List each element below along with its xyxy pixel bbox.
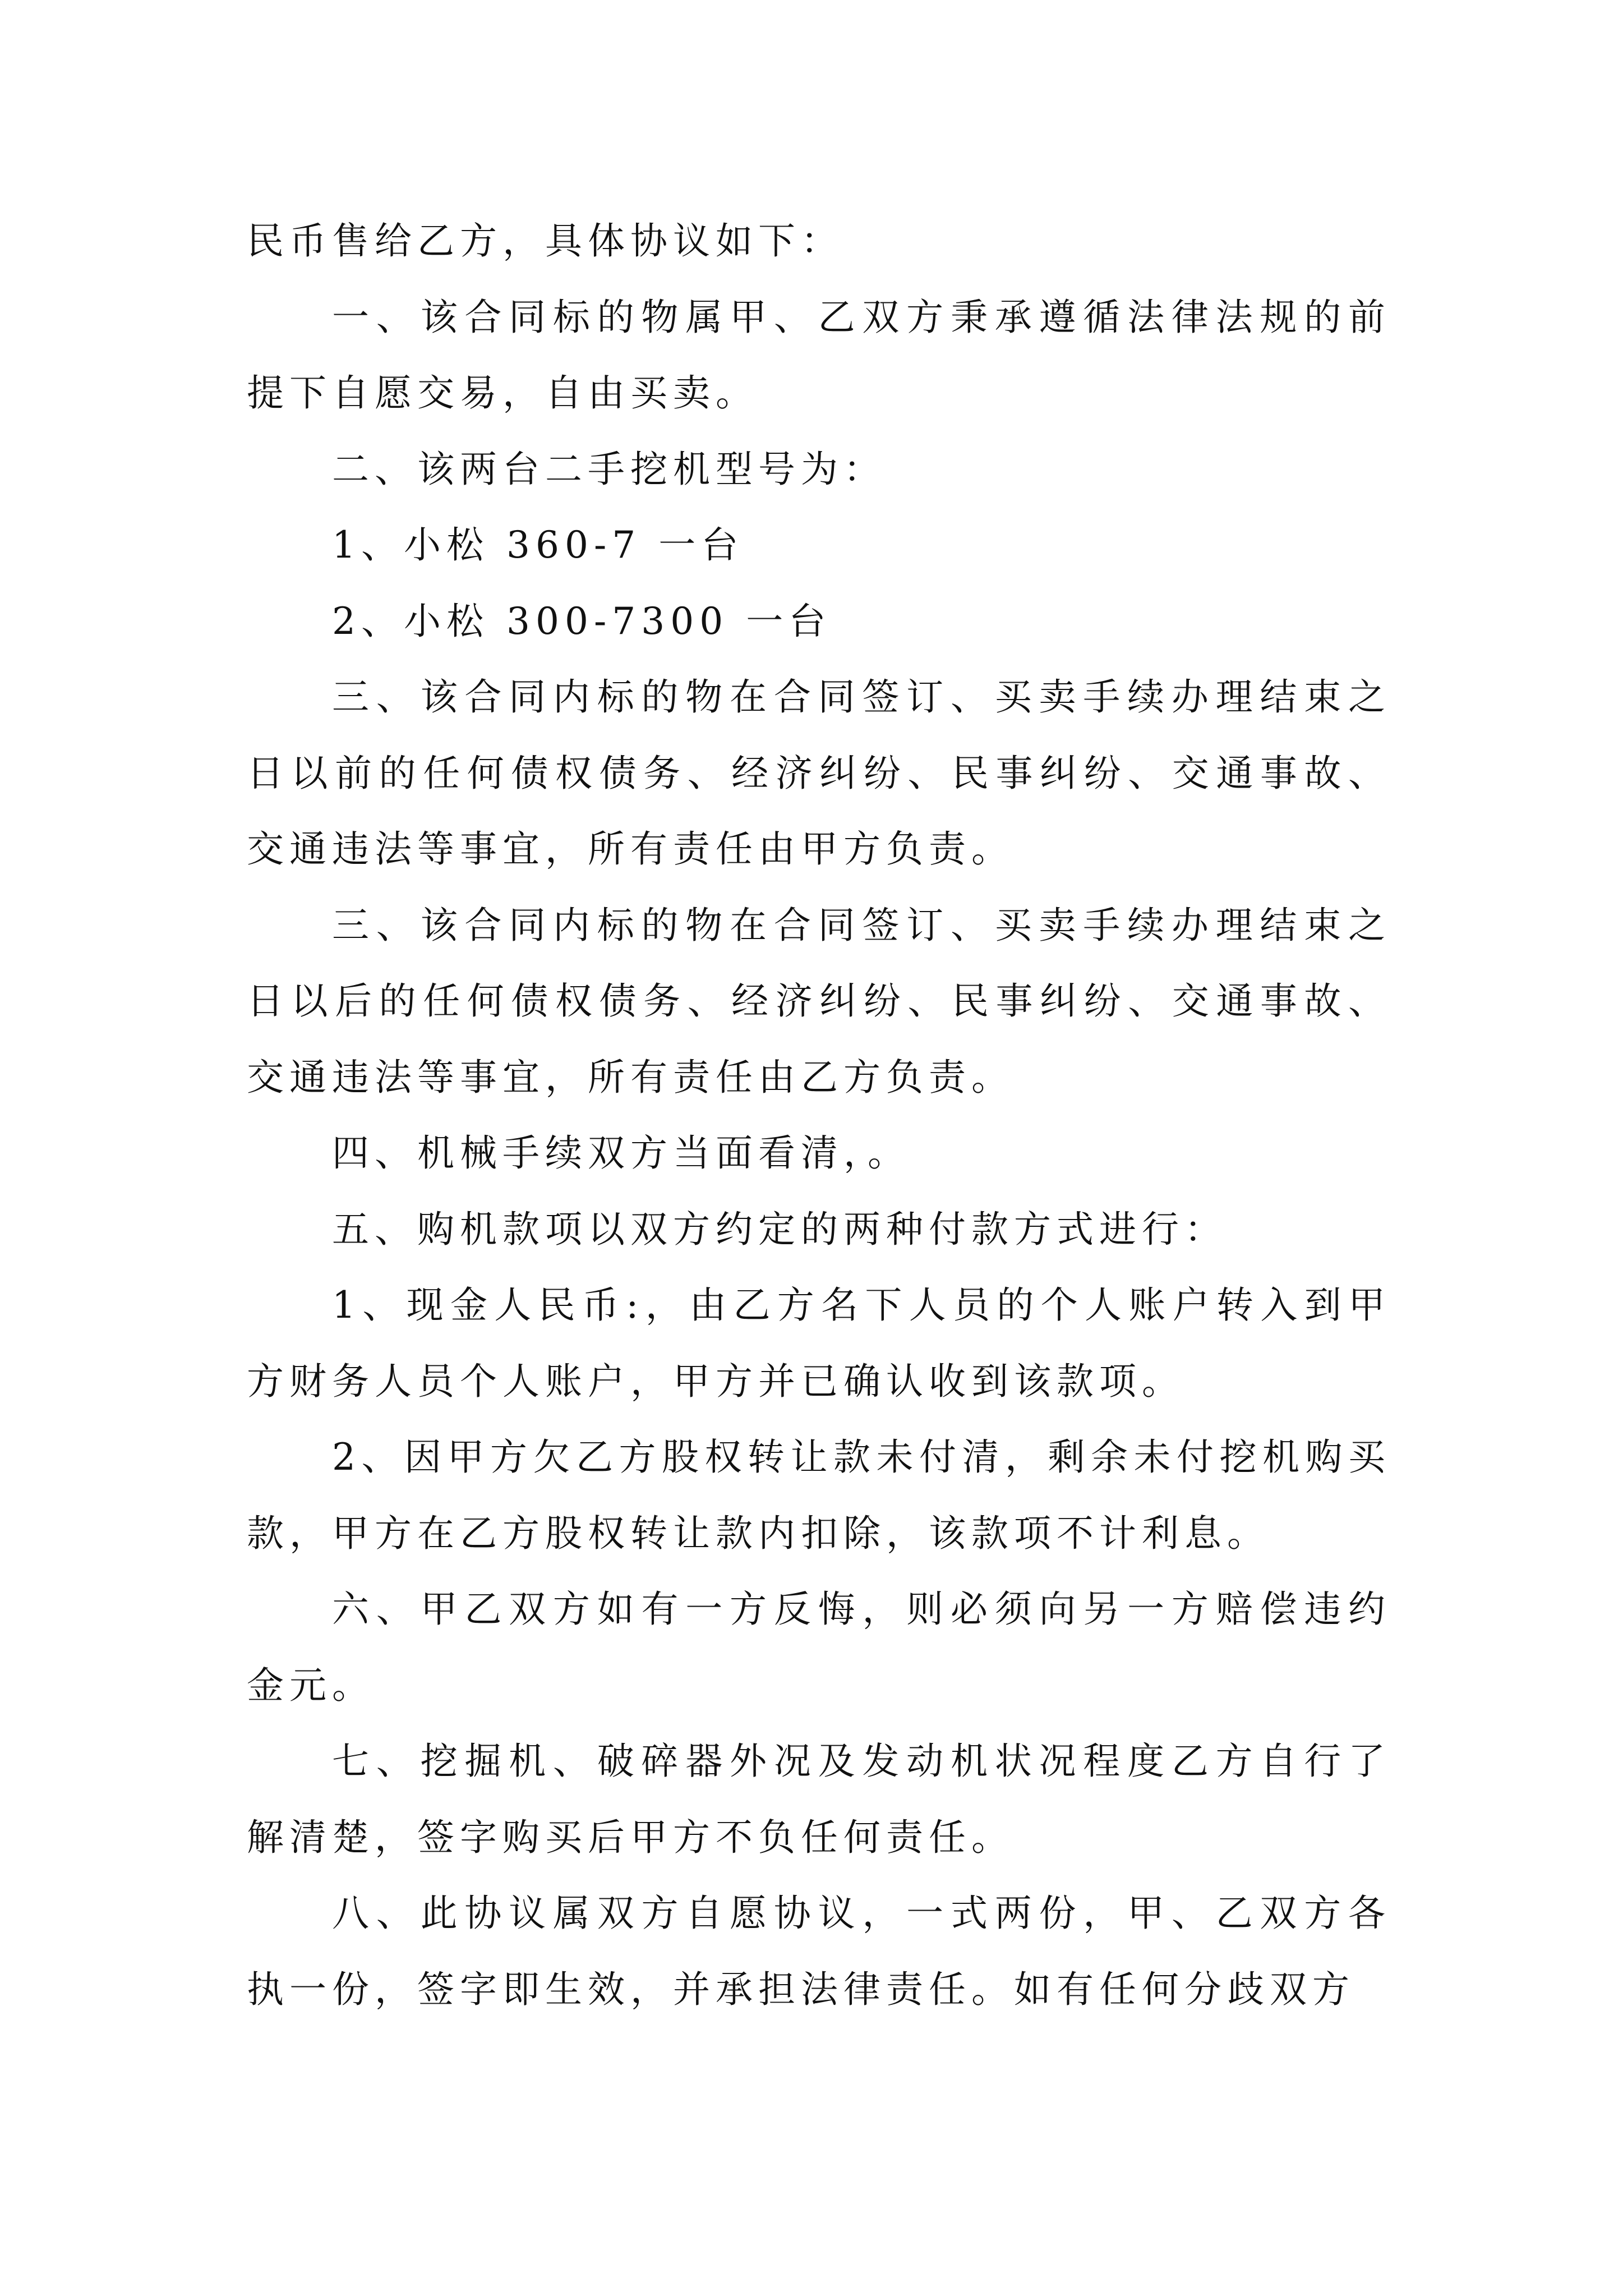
paragraph-intro-continuation: 民币售给乙方，具体协议如下： [247, 219, 843, 263]
paragraph-item-model-1: 1、小松 360-7 一台 [332, 523, 744, 567]
paragraph-clause-8: 八、此协议属双方自愿协议，一式两份，甲、乙双方各执一份，签字即生效，并承担法律责任。如有任何分歧双方 [247, 1892, 1391, 2011]
paragraph-clause-6: 六、甲乙双方如有一方反悔，则必须向另一方赔偿违约金元。 [247, 1588, 1391, 1707]
paragraph-clause-3a: 三、该合同内标的物在合同签订、买卖手续办理结束之日以前的任何债权债务、经济纠纷、民事纠纷、交通事故、交通违法等事宜，所有责任由甲方负责。 [247, 675, 1391, 871]
paragraph-payment-2: 2、因甲方欠乙方股权转让款未付清，剩余未付挖机购买款，甲方在乙方股权转让款内扣除，该款项不计利息。 [247, 1435, 1391, 1555]
paragraph-clause-7: 七、挖掘机、破碎器外况及发动机状况程度乙方自行了解清楚，签字购买后甲方不负任何责任。 [247, 1740, 1391, 1859]
paragraph-clause-1: 一、该合同标的物属甲、乙双方秉承遵循法律法规的前提下自愿交易，自由买卖。 [247, 295, 1391, 415]
paragraph-clause-3b: 三、该合同内标的物在合同签订、买卖手续办理结束之日以后的任何债权债务、经济纠纷、民事纠纷、交通事故、交通违法等事宜，所有责任由乙方负责。 [247, 903, 1391, 1099]
paragraph-item-model-2: 2、小松 300-7300 一台 [332, 599, 832, 643]
paragraph-clause-5: 五、购机款项以双方约定的两种付款方式进行： [332, 1207, 1227, 1251]
paragraph-clause-2: 二、该两台二手挖机型号为： [332, 447, 886, 491]
document-body [247, 203, 1391, 2027]
paragraph-payment-1: 1、现金人民币:，由乙方名下人员的个人账户转入到甲方财务人员个人账户，甲方并已确认收到该款项。 [247, 1283, 1391, 1403]
paragraph-clause-4: 四、机械手续双方当面看清，。 [332, 1131, 910, 1175]
